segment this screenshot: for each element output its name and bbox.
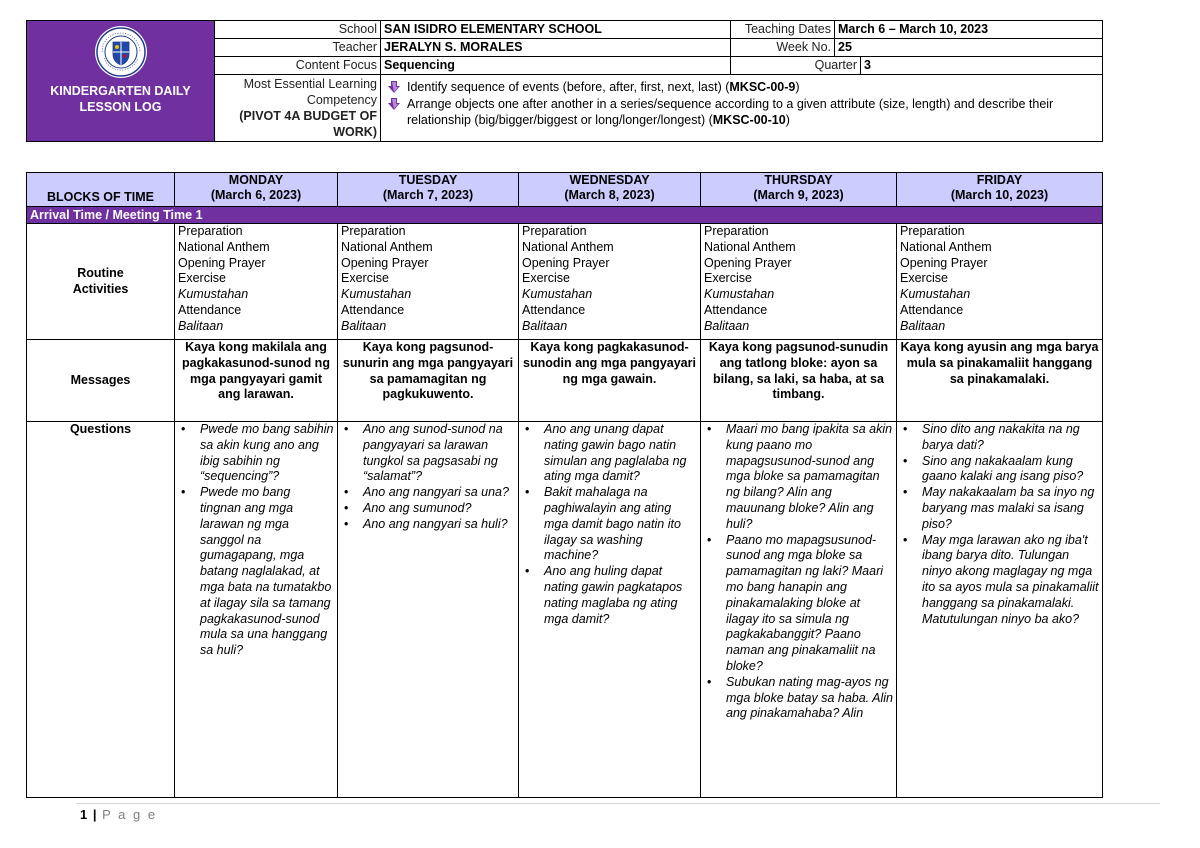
competency-code: MKSC-00-9 <box>729 80 796 94</box>
quarter-label: Quarter <box>731 57 861 75</box>
list-item: • Pwede mo bang tingnan ang mga larawan ng mga sanggol na gumagapang, mga batang naglalakad, at mga bata na tumatakbo at ilagay sila sa tamang pagkakasunod-sunod mula sa una hanggang sa huli? <box>200 485 334 659</box>
header-table <box>26 20 1103 142</box>
section-bar: Arrival Time / Meeting Time 1 <box>27 207 1103 224</box>
competency-code: MKSC-00-10 <box>712 113 786 127</box>
list-item: • Ano ang nangyari sa una? <box>363 485 515 501</box>
list-item: • Ano ang sunod-sunod na pangyayari sa larawan tungkol sa pagsasabi ng “salamat”? <box>363 422 515 485</box>
mec-label-bold: (PIVOT 4A BUDGET OF WORK) <box>239 109 377 139</box>
list-item-continuation: Matutulungan ninyo ba ako? <box>922 611 1080 626</box>
list-item: • Ano ang unang dapat nating gawin bago natin simulan ang paglalaba ng ating mga damit? <box>544 422 697 485</box>
routine-cell-tuesday: Preparation National Anthem Opening Prayer Exercise Kumustahan Attendance Balitaan <box>338 224 519 340</box>
list-item: • Paano mo mapagsusunod-sunod ang mga bloke sa pamamagitan ng laki? Maari mo bang hanapin ang pinakamalaking bloke at ilagay ito sa simula ng pagkakabanggit? Paano naman ang pinakamaliit na bloke? <box>726 533 893 675</box>
arrow-bullet-icon <box>387 98 401 110</box>
list-item: • Ano ang nangyari sa huli? <box>363 517 515 533</box>
list-item: • Ano ang sumunod? <box>363 501 515 517</box>
school-value: SAN ISIDRO ELEMENTARY SCHOOL <box>381 21 731 39</box>
footer-separator: | <box>92 807 97 822</box>
log-title: KINDERGARTEN DAILY LESSON LOG <box>50 84 191 114</box>
page-word: P a g e <box>102 807 158 822</box>
list-item: • Sino dito ang nakakita na ng barya dati? <box>922 422 1099 454</box>
day-header-thursday: THURSDAY (March 9, 2023) <box>701 173 897 207</box>
school-label: School <box>215 21 381 39</box>
routine-cell-friday: Preparation National Anthem Opening Prayer Exercise Kumustahan Attendance Balitaan <box>897 224 1103 340</box>
quarter-value: 3 <box>861 57 1103 75</box>
list-item: • Ano ang huling dapat nating gawin pagkatapos nating maglaba ng ating mga damit? <box>544 564 697 627</box>
focus-label: Content Focus <box>215 57 381 75</box>
footer-rule <box>76 803 1160 804</box>
deped-seal-icon <box>94 25 148 79</box>
focus-value: Sequencing <box>381 57 731 75</box>
competency-item: Arrange objects one after another in a series/sequence according to a given attribute (size, length) and describe their relationship (big/bigger/biggest or long/longer/longest) (MKSC-00-10) <box>385 96 1099 128</box>
message-friday: Kaya kong ayusin ang mga barya mula sa pinakamaliit hanggang sa pinakamalaki. <box>897 340 1103 422</box>
page-footer <box>80 807 157 822</box>
questions-thursday <box>701 422 897 798</box>
message-monday: Kaya kong makilala ang pagkakasunod-sunod ng mga pangyayari gamit ang larawan. <box>175 340 338 422</box>
list-item: • May nakakaalam ba sa inyo ng baryang mas malaki sa isang piso? <box>922 485 1099 532</box>
mec-label <box>215 75 381 142</box>
logo-block <box>27 21 215 142</box>
dates-value: March 6 – March 10, 2023 <box>835 21 1103 39</box>
day-header-tuesday: TUESDAY (March 7, 2023) <box>338 173 519 207</box>
list-item: • May mga larawan ako ng iba't ibang barya dito. Tulungan ninyo akong maglagay ng mga ito sa ayos mula sa pinakamaliit hanggang sa pinakamalaki. <box>922 533 1099 612</box>
day-header-friday: FRIDAY (March 10, 2023) <box>897 173 1103 207</box>
arrow-bullet-icon <box>387 81 401 93</box>
questions-friday <box>897 422 1103 798</box>
questions-wednesday <box>519 422 701 798</box>
blocks-of-time-header: BLOCKS OF TIME <box>27 173 175 207</box>
lesson-table <box>26 172 1103 798</box>
list-item: • Bakit mahalaga na paghiwalayin ang ating mga damit bago natin ito ilagay sa washing machine? <box>544 485 697 564</box>
messages-label: Messages <box>27 340 175 422</box>
dates-label: Teaching Dates <box>731 21 835 39</box>
day-header-monday: MONDAY (March 6, 2023) <box>175 173 338 207</box>
week-value: 25 <box>835 39 1103 57</box>
routine-cell-thursday: Preparation National Anthem Opening Prayer Exercise Kumustahan Attendance Balitaan <box>701 224 897 340</box>
mec-label-text: Most Essential Learning Competency <box>243 77 377 107</box>
questions-monday <box>175 422 338 798</box>
teacher-label: Teacher <box>215 39 381 57</box>
list-item: • Pwede mo bang sabihin sa akin kung ano ang ibig sabihin ng “sequencing”? <box>200 422 334 485</box>
routine-cell-wednesday: Preparation National Anthem Opening Prayer Exercise Kumustahan Attendance Balitaan <box>519 224 701 340</box>
routine-label: Routine Activities <box>27 224 175 340</box>
message-tuesday: Kaya kong pagsunod-sunurin ang mga pangyayari sa pamamagitan ng pagkukuwento. <box>338 340 519 422</box>
list-item: • Sino ang nakakaalam kung gaano kalaki ang isang piso? <box>922 454 1099 486</box>
routine-cell-monday: Preparation National Anthem Opening Prayer Exercise Kumustahan Attendance Balitaan <box>175 224 338 340</box>
teacher-value: JERALYN S. MORALES <box>381 39 731 57</box>
page-number: 1 <box>80 807 88 822</box>
list-item: • Maari mo bang ipakita sa akin kung paano mo mapagsusunod-sunod ang mga bloke sa pamamagitan ng bilang? Alin ang mauunang bloke? Alin ang huli? <box>726 422 893 533</box>
questions-tuesday <box>338 422 519 798</box>
competency-list <box>381 75 1103 142</box>
week-label: Week No. <box>731 39 835 57</box>
questions-label: Questions <box>27 422 175 798</box>
message-wednesday: Kaya kong pagkakasunod-sunodin ang mga pangyayari ng mga gawain. <box>519 340 701 422</box>
message-thursday: Kaya kong pagsunod-sunudin ang tatlong bloke: ayon sa bilang, sa laki, sa haba, at sa timbang. <box>701 340 897 422</box>
day-header-wednesday: WEDNESDAY (March 8, 2023) <box>519 173 701 207</box>
list-item: • Subukan nating mag-ayos ng mga bloke batay sa haba. Alin ang pinakamahaba? Alin <box>726 675 893 722</box>
competency-item: Identify sequence of events (before, after, first, next, last) (MKSC-00-9) <box>385 79 1099 95</box>
